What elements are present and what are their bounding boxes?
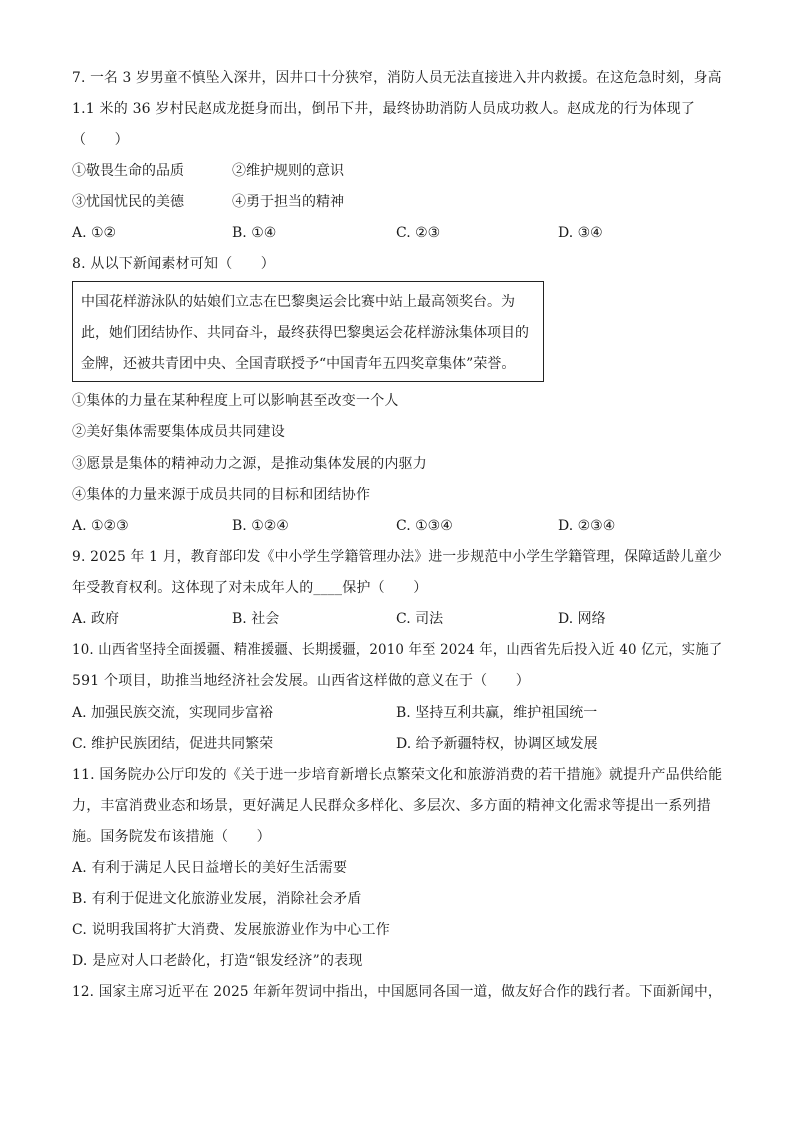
- q10-stem-line-1: 10. 山西省坚持全面援疆、精准援疆、长期援疆，2010 年至 2024 年，山西省先后投入近 40 亿元，实施了: [72, 642, 723, 658]
- q8-option-c[interactable]: C. ①③④: [396, 518, 453, 534]
- q8-stem: 8. 从以下新闻素材可知（ ）: [72, 256, 276, 272]
- q7-stem-line-2: 1.1 米的 36 岁村民赵成龙挺身而出，倒吊下井，最终协助消防人员成功救人。赵成龙的行为体现了: [72, 101, 696, 117]
- q8-statement-3: ③愿景是集体的精神动力之源，是推动集体发展的内驱力: [72, 456, 427, 472]
- q11-option-a[interactable]: A. 有利于满足人民日益增长的美好生活需要: [72, 860, 348, 876]
- q9-stem-line-1: 9. 2025 年 1 月，教育部印发《中小学生学籍管理办法》进一步规范中小学生学籍管理，保障适龄儿童少: [72, 549, 723, 565]
- q11-stem-line-1: 11. 国务院办公厅印发的《关于进一步培育新增长点繁荣文化和旅游消费的若干措施》就提升产品供给能: [72, 767, 723, 783]
- q7-options: [72, 223, 722, 243]
- q8-box-line-3: 金牌，还被共青团中央、全国青联授予“中国青年五四奖章集体”荣誉。: [81, 356, 516, 372]
- q8-option-d[interactable]: D. ②③④: [558, 518, 616, 534]
- q7-stem-line-3: （ ）: [72, 132, 129, 148]
- q9-option-b[interactable]: B. 社会: [232, 611, 280, 627]
- q8-option-b[interactable]: B. ①②④: [232, 518, 289, 534]
- q8-news-material-box: [72, 281, 544, 382]
- q7-option-a[interactable]: A. ①②: [72, 225, 117, 241]
- q10-options-row-1: [72, 703, 722, 723]
- q9-option-c[interactable]: C. 司法: [396, 611, 444, 627]
- q7-statements-row-2: [72, 192, 722, 212]
- q9-option-a[interactable]: A. 政府: [72, 611, 120, 627]
- q10-options-row-2: [72, 734, 722, 754]
- q8-options: [72, 516, 722, 536]
- q10-option-c[interactable]: C. 维护民族团结，促进共同繁荣: [72, 736, 274, 752]
- q11-stem-line-2: 力，丰富消费业态和场景，更好满足人民群众多样化、多层次、多方面的精神文化需求等提出一系列措: [72, 798, 711, 814]
- q7-statement-1: ①敬畏生命的品质: [72, 163, 184, 179]
- q7-option-d[interactable]: D. ③④: [558, 225, 603, 241]
- q7-stem-line-1: 7. 一名 3 岁男童不慎坠入深井，因井口十分狭窄，消防人员无法直接进入井内救援。在这危急时刻，身高: [72, 70, 722, 86]
- q9-stem-line-2: 年受教育权利。这体现了对未成年人的____保护（ ）: [72, 580, 428, 596]
- q8-box-line-1: 中国花样游泳队的姑娘们立志在巴黎奥运会比赛中站上最高领奖台。为: [81, 294, 515, 310]
- q9-options: [72, 609, 722, 629]
- q8-option-a[interactable]: A. ①②③: [72, 518, 129, 534]
- q11-option-d[interactable]: D. 是应对人口老龄化，打造“银发经济”的表现: [72, 953, 363, 969]
- q7-statement-3: ③忧国忧民的美德: [72, 194, 184, 210]
- q8-box-line-2: 此，她们团结协作、共同奋斗，最终获得巴黎奥运会花样游泳集体项目的: [81, 325, 529, 341]
- q8-statement-2: ②美好集体需要集体成员共同建设: [72, 424, 285, 440]
- q8-statement-4: ④集体的力量来源于成员共同的目标和团结协作: [72, 487, 371, 503]
- q12-stem-line-1: 12. 国家主席习近平在 2025 年新年贺词中指出，中国愿同各国一道，做友好合作的践行者。下面新闻中，: [72, 984, 722, 1000]
- q8-statement-1: ①集体的力量在某种程度上可以影响甚至改变一个人: [72, 393, 399, 409]
- q10-option-a[interactable]: A. 加强民族交流，实现同步富裕: [72, 705, 274, 721]
- q7-statement-2: ②维护规则的意识: [232, 163, 344, 179]
- q9-option-d[interactable]: D. 网络: [558, 611, 606, 627]
- q7-statement-4: ④勇于担当的精神: [232, 194, 344, 210]
- q11-option-c[interactable]: C. 说明我国将扩大消费、发展旅游业作为中心工作: [72, 922, 390, 938]
- q10-option-d[interactable]: D. 给予新疆特权，协调区域发展: [396, 736, 598, 752]
- q10-stem-line-2: 591 个项目，助推当地经济社会发展。山西省这样做的意义在于（ ）: [72, 673, 530, 689]
- q11-stem-line-3: 施。国务院发布该措施（ ）: [72, 829, 271, 845]
- q7-option-c[interactable]: C. ②③: [396, 225, 441, 241]
- q11-option-b[interactable]: B. 有利于促进文化旅游业发展，消除社会矛盾: [72, 891, 362, 907]
- q7-statements-row-1: [72, 161, 722, 181]
- q10-option-b[interactable]: B. 坚持互利共赢，维护祖国统一: [396, 705, 598, 721]
- q7-option-b[interactable]: B. ①④: [232, 225, 277, 241]
